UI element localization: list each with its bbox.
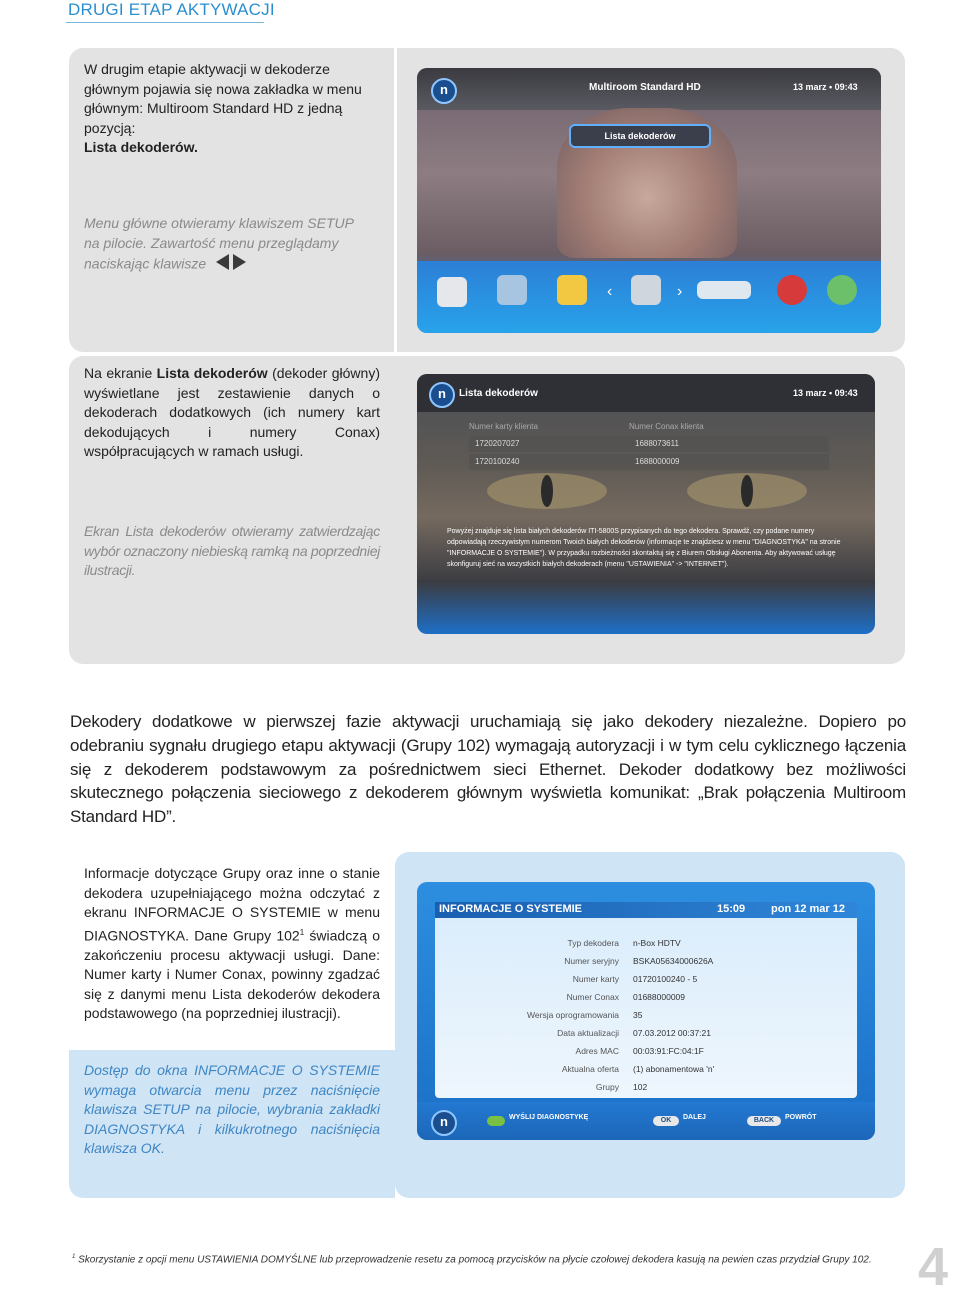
- footnote: $^1$ Skorzystanie z opcji menu USTAWIENIA DOMYŚLNE lub przeprowadzenie resetu za pomocą przycisków na płycie czołowej dekodera kasują na pewien czas przydział Grupy 102.: [72, 1254, 872, 1266]
- users-icon: [827, 275, 857, 305]
- intro-text: W drugim etapie aktywacji w dekoderze głównym pojawia się nowa zakładka w menu głównym: Multiroom Standard HD z jedną pozycją: Lista dekoderów.: [84, 61, 362, 155]
- heart-icon: [777, 275, 807, 305]
- mail-icon: [557, 275, 587, 305]
- screen-title: Multiroom Standard HD: [589, 82, 701, 93]
- multiroom-icon: [631, 275, 661, 305]
- list-item: Grupy 102: [595, 1082, 648, 1092]
- list-item: Adres MAC 00:03:91:FC:04:1F: [575, 1046, 704, 1056]
- informacje-text: Informacje dotyczące Grupy oraz inne o stanie dekodera uzupełniającego można odczytać z ekranu INFORMACJE O SYSTEMIE w menu DIAGNOSTYKA. Dane Grupy $102^1$ świadczą o zakończeniu procesu aktywacji usługi. Dane: Numer karty i Numer Conax, powinny zgadzać się z danymi menu Lista dekoderów dekodera podstawowego (na poprzedniej ilustracji).: [84, 865, 381, 1022]
- screen-title: Lista dekoderów: [459, 388, 538, 399]
- next-label: DALEJ: [683, 1114, 706, 1121]
- list-item: Numer Conax 01688000009: [566, 992, 686, 1002]
- back-key: BACK: [747, 1116, 781, 1126]
- screenshot-lista-dekoderow: [417, 374, 875, 634]
- list-item: Aktualna oferta (1) abonamentowa 'n': [561, 1064, 715, 1074]
- list-item: Data aktualizacji 07.03.2012 00:37:21: [557, 1028, 711, 1038]
- lista-dekoderow-note: Ekran Lista dekoderów otwieramy zatwierdzając wybór oznaczony niebieską ramką na poprzedniej ilustracji.: [84, 523, 380, 578]
- screenshot-multiroom-menu: [417, 68, 881, 333]
- cat-eyes-background: [457, 466, 837, 516]
- list-item: Wersja oprogramowania 35: [527, 1010, 643, 1020]
- send-diagnostics-label: WYŚLIJ DIAGNOSTYKĘ: [509, 1114, 589, 1121]
- informacje-note: Dostęp do okna INFORMACJE O SYSTEMIE wymaga otwarcia menu przez naciśnięcie klawisza SETUP na pilocie, wybrania zakładki DIAGNOSTYKA i kilkukrotnego naciśnięcia klawisza OK.: [84, 1062, 380, 1156]
- list-item: Numer seryjny BSKA05634000626A: [564, 956, 714, 966]
- n-logo-icon: n: [431, 78, 457, 104]
- ok-key: OK: [653, 1116, 679, 1126]
- screen-date: pon 12 mar 12: [771, 903, 845, 915]
- screen-date: 13 marz • 09:43: [793, 388, 858, 398]
- screen-title: INFORMACJE O SYSTEMIE: [439, 903, 583, 915]
- table-row: 1720100240 1688000009: [469, 454, 829, 470]
- info-message: Powyżej znajduje się lista białych dekoderów ITI-5800S przypisanych do tego dekodera. Sprawdź, czy podane numery odpowiadają rzeczywistym numerom Twoich białych dekoderów (informacje te znajdziesz w menu "DIAGNOSTYKA" na stronie "INFORMACJE O SYSTEMIE"). W przypadku rozbieżności skontaktuj się z Biurem Obsługi Abonenta. Aby aktywować usługę skonfiguruj sieć na wszystkich białych dekoderach (menu "USTAWIENIA" -> "INTERNET").: [447, 528, 841, 568]
- green-key-icon: [487, 1116, 505, 1126]
- list-item: Numer karty 01720100240 - 5: [572, 974, 698, 984]
- arrow-right-icon: ›: [677, 283, 683, 300]
- screen-date: 13 marz • 09:43: [793, 82, 858, 92]
- setup-note: Menu główne otwieramy klawiszem SETUP na pilocie. Zawartość menu przeglądamy naciskając klawisze: [84, 214, 380, 277]
- page-number: 4: [918, 1237, 949, 1297]
- n-logo-icon: n: [431, 1110, 457, 1136]
- table-row: 1720207027 1688073611: [469, 436, 829, 452]
- screen-time: 15:09: [717, 903, 746, 915]
- section-title: DRUGI ETAP AKTYWACJI: [68, 0, 275, 19]
- main-paragraph: Dekodery dodatkowe w pierwszej fazie aktywacji uruchamiają się jako dekodery niezależne. Dopiero po odebraniu sygnału drugiego etapu aktywacji (Grupy 102) wymagają autoryzacji i w tym celu cyklicznego łączenia się z dekoderem podstawowym za pośrednictwem sieci Ethernet. Dekoder dodatkowy bez możliwości skutecznego połączenia sieciowego z dekoderem głównym wyświetla komunikat: „Brak połączenia Multiroom Standard HD”.: [70, 712, 906, 827]
- document-icon: [437, 277, 467, 307]
- screenshot-informacje-o-systemie: [417, 882, 875, 1140]
- help-icon: [497, 275, 527, 305]
- back-label: POWRÓT: [785, 1114, 817, 1121]
- title-underline: [66, 22, 264, 23]
- menu-item-lista-dekoderow: Lista dekoderów: [569, 124, 711, 148]
- system-info-list: [477, 934, 714, 1096]
- decoders-table: Numer karty klienta Numer Conax klienta 1720207027 1688073611 1720100240 1688000009: [469, 422, 829, 470]
- lista-dekoderow-text: Na ekranie Lista dekoderów (dekoder główny) wyświetlane jest zestawienie danych o dekoderach dodatkowych (ich numery kart dekodujących i numery Conax) współpracujących w ramach usługi.: [84, 365, 380, 459]
- network-icon: [697, 281, 751, 299]
- n-logo-icon: n: [429, 382, 455, 408]
- arrow-left-icon: ‹: [607, 283, 613, 300]
- left-right-arrows-icon: [214, 253, 248, 277]
- list-item: Typ dekodera n-Box HDTV: [567, 938, 681, 948]
